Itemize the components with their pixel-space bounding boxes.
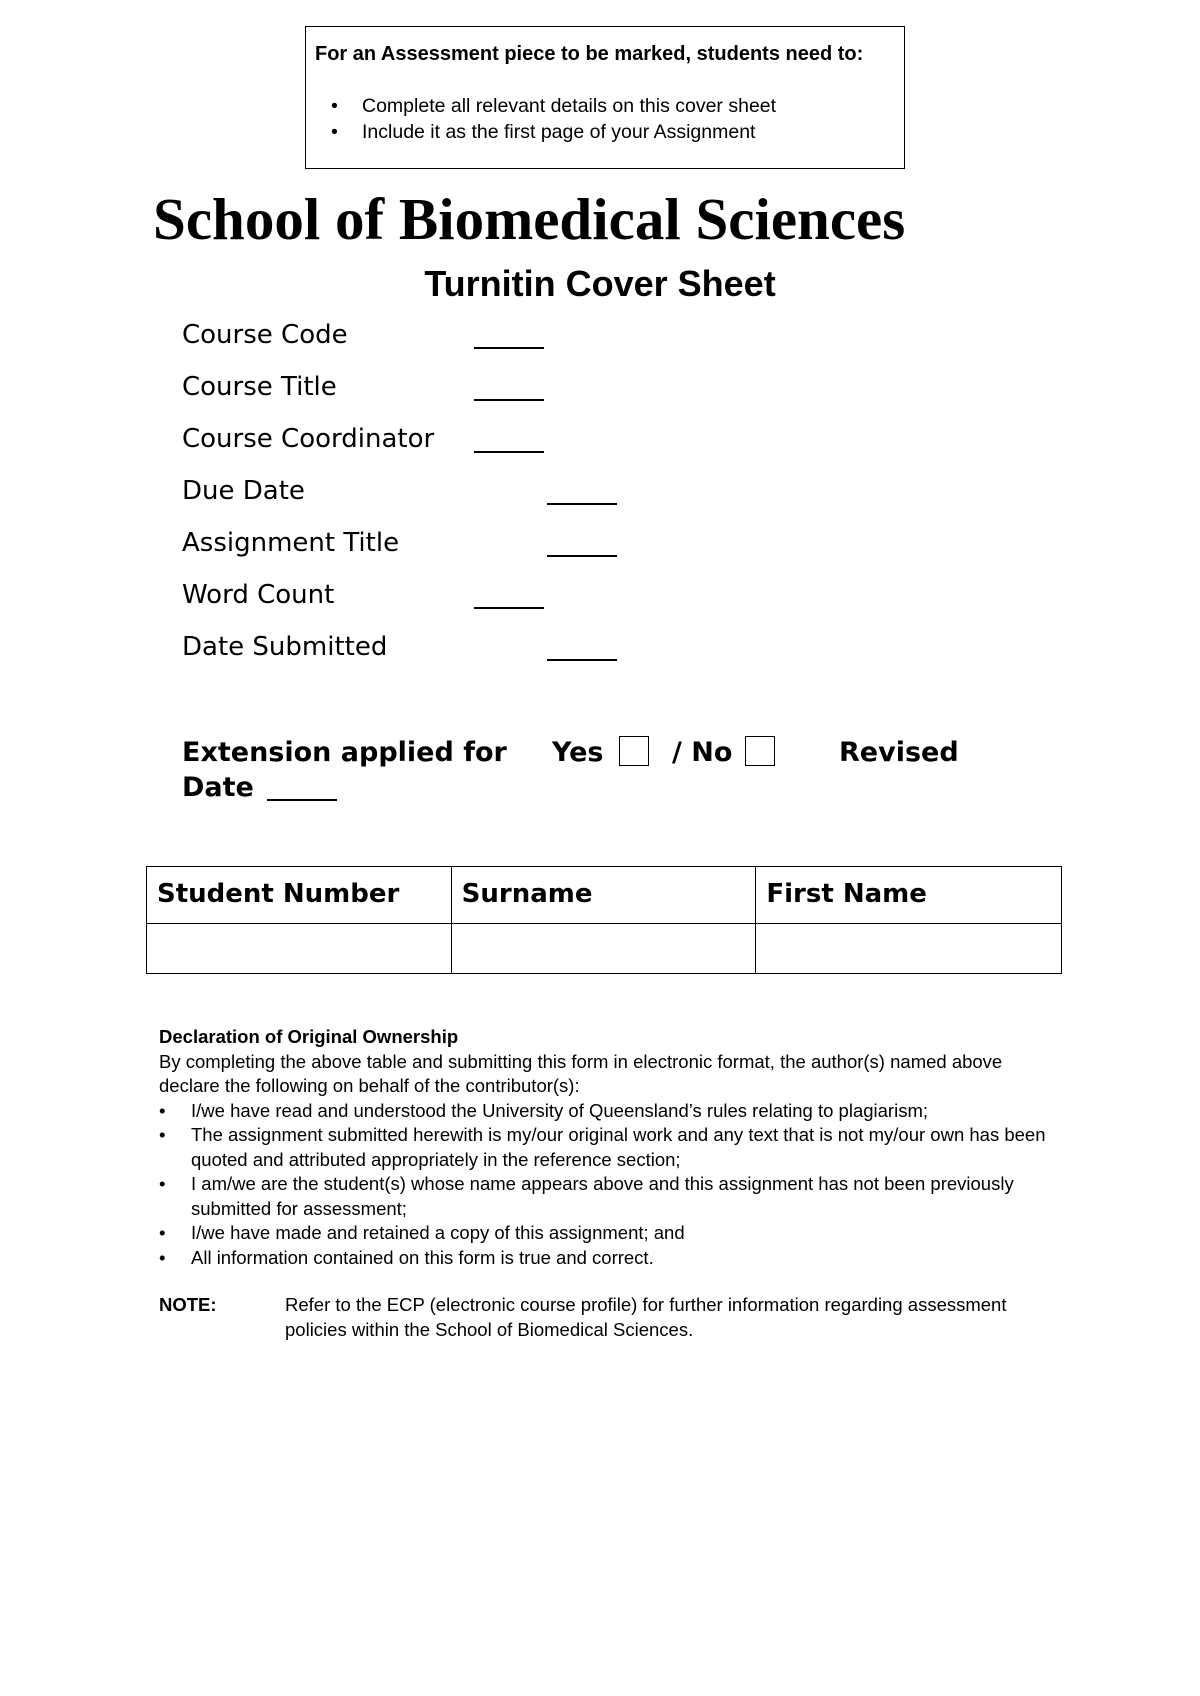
extension-no-label: / No bbox=[672, 737, 733, 768]
declaration-intro: By completing the above table and submitting this form in electronic format, the author(s) named above declare the following on behalf of the contributor(s): bbox=[159, 1050, 1003, 1096]
column-header-surname: Surname bbox=[451, 867, 756, 924]
date-submitted-blank[interactable] bbox=[547, 659, 617, 661]
bullet-icon: • bbox=[159, 1124, 166, 1145]
due-date-blank[interactable] bbox=[547, 503, 617, 505]
list-item: • The assignment submitted herewith is my/our original work and any text that is not my/our own has been quoted and attributed appropriately in the reference section; bbox=[159, 1124, 1046, 1170]
declaration-title: Declaration of Original Ownership bbox=[159, 1026, 459, 1047]
list-item: • All information contained on this form is true and correct. bbox=[159, 1246, 1059, 1271]
bullet-icon: • bbox=[159, 1222, 166, 1243]
field-label-due-date: Due Date bbox=[182, 476, 305, 506]
field-label-course-coordinator: Course Coordinator bbox=[182, 424, 435, 454]
column-header-first-name: First Name bbox=[756, 867, 1062, 924]
bullet-icon: • bbox=[331, 95, 338, 117]
revised-label: Revised bbox=[839, 737, 959, 768]
course-title-blank[interactable] bbox=[474, 399, 544, 401]
table-header-row bbox=[147, 867, 1062, 924]
student-details-table bbox=[146, 866, 1062, 974]
first-name-cell[interactable] bbox=[756, 924, 1062, 974]
bullet-icon: • bbox=[159, 1099, 166, 1121]
column-header-student-number: Student Number bbox=[147, 867, 452, 924]
list-item: • I am/we are the student(s) whose name appears above and this assignment has not been previously submitted for assessment; bbox=[159, 1173, 1014, 1219]
list-item: • I/we have read and understood the University of Queensland’s rules relating to plagiarism; bbox=[159, 1099, 1059, 1124]
bullet-icon: • bbox=[331, 121, 338, 143]
instructions-heading: For an Assessment piece to be marked, students need to: bbox=[315, 43, 864, 65]
surname-cell[interactable] bbox=[451, 924, 756, 974]
declaration-section bbox=[159, 1025, 1059, 1270]
list-item: • I/we have made and retained a copy of this assignment; and bbox=[159, 1221, 1059, 1246]
instructions-item: • Complete all relevant details on this cover sheet bbox=[331, 95, 777, 117]
course-coordinator-blank[interactable] bbox=[474, 451, 544, 453]
instructions-box bbox=[305, 26, 905, 169]
field-label-course-title: Course Title bbox=[182, 372, 337, 402]
field-label-date-submitted: Date Submitted bbox=[182, 632, 388, 662]
revised-date-blank[interactable] bbox=[267, 799, 337, 801]
course-code-blank[interactable] bbox=[474, 347, 544, 349]
extension-no-checkbox[interactable] bbox=[745, 736, 775, 766]
bullet-icon: • bbox=[159, 1173, 166, 1194]
school-title: School of Biomedical Sciences bbox=[153, 186, 906, 252]
instructions-item: • Include it as the first page of your Assignment bbox=[331, 121, 756, 143]
instructions-list bbox=[331, 95, 776, 147]
sheet-title: Turnitin Cover Sheet bbox=[424, 263, 776, 304]
note-label: NOTE: bbox=[159, 1294, 217, 1315]
extension-label: Extension applied for bbox=[182, 737, 507, 768]
bullet-icon: • bbox=[159, 1246, 166, 1268]
declaration-list bbox=[159, 1099, 1059, 1271]
field-label-course-code: Course Code bbox=[182, 320, 348, 350]
table-row bbox=[147, 924, 1062, 974]
extension-yes-label: Yes bbox=[552, 737, 604, 768]
extension-yes-checkbox[interactable] bbox=[619, 736, 649, 766]
word-count-blank[interactable] bbox=[474, 607, 544, 609]
assignment-title-blank[interactable] bbox=[547, 555, 617, 557]
student-number-cell[interactable] bbox=[147, 924, 452, 974]
revised-date-label: Date bbox=[182, 772, 254, 803]
field-label-word-count: Word Count bbox=[182, 580, 335, 610]
note-text: Refer to the ECP (electronic course profile) for further information regarding assessment policies within the School of Biomedical Sciences. bbox=[285, 1294, 1007, 1340]
field-label-assignment-title: Assignment Title bbox=[182, 528, 400, 558]
